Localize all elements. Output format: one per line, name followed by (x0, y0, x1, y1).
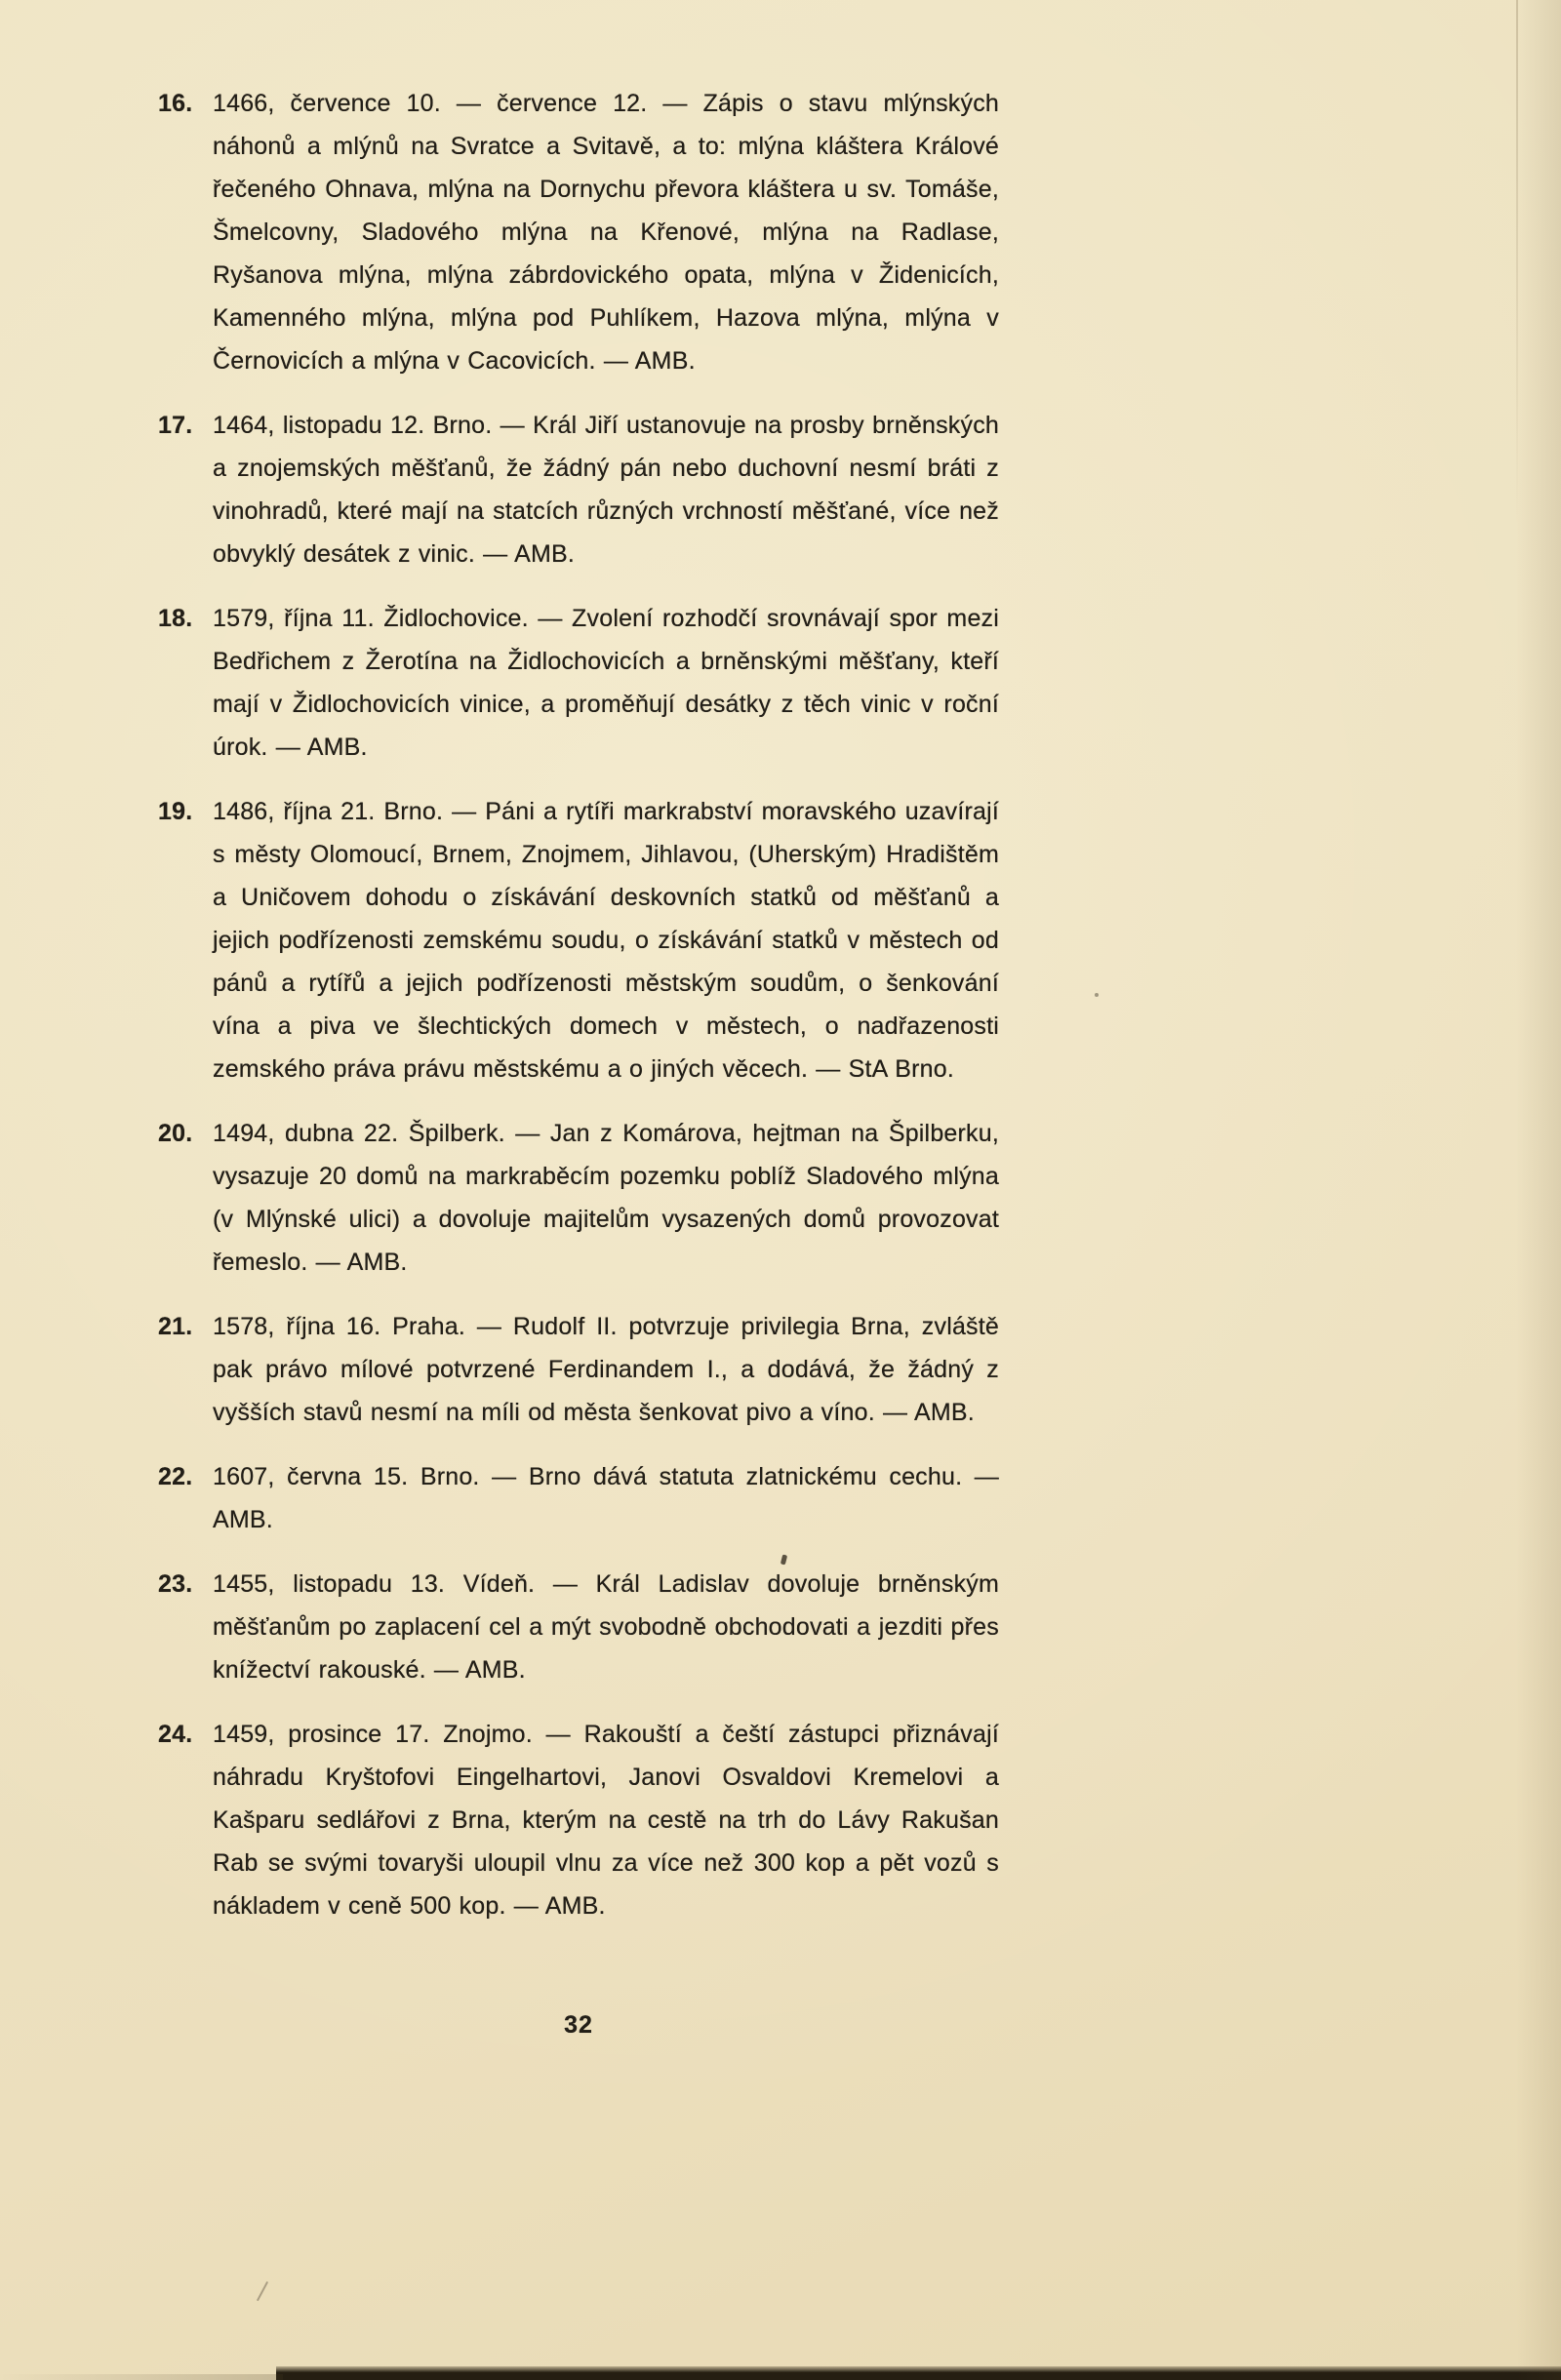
entry (158, 1305, 999, 1434)
entry-number: 18. (158, 605, 193, 632)
entry (158, 1713, 999, 1927)
entry-text: 1579, října 11. Židlochovice. — Zvolení rozhodčí srovnávají spor mezi Bedřichem z Žerotína na Židlochovicích a brněnskými měšťany, kteří mají v Židlochovicích vinice, a proměňují desátky z těch vinic v roční úrok. — AMB. (213, 605, 999, 761)
entry-list (158, 82, 999, 1949)
scan-crease (1516, 0, 1518, 527)
entry-text: 1578, října 16. Praha. — Rudolf II. potvrzuje privilegia Brna, zvláště pak právo mílové potvrzené Ferdinandem I., a dodává, že žádný z vyšších stavů nesmí na míli od města šenkovat pivo a víno. — AMB. (213, 1313, 999, 1426)
entry (158, 790, 999, 1091)
entry-number: 21. (158, 1313, 193, 1340)
entry-number: 20. (158, 1120, 193, 1147)
entry (158, 82, 999, 382)
entry (158, 597, 999, 769)
entry (158, 404, 999, 575)
entry-text: 1455, listopadu 13. Vídeň. — Král Ladislav dovoluje brněnským měšťanům po zaplacení cel a mýt svobodně obchodovati a jezditi přes knížectví rakouské. — AMB. (213, 1570, 999, 1684)
scan-edge-bottom-left (0, 2374, 283, 2380)
entry (158, 1112, 999, 1284)
entry (158, 1563, 999, 1691)
entry-number: 22. (158, 1463, 193, 1490)
entry-text: 1494, dubna 22. Špilberk. — Jan z Komárova, hejtman na Špilberku, vysazuje 20 domů na markraběcím pozemku poblíž Sladového mlýna (v Mlýnské ulici) a dovoluje majitelům vysazených domů provozovat řemeslo. — AMB. (213, 1120, 999, 1276)
entry-number: 23. (158, 1570, 193, 1598)
entry-text: 1464, listopadu 12. Brno. — Král Jiří ustanovuje na prosby brněnských a znojemských měšťanů, že žádný pán nebo duchovní nesmí bráti z vinohradů, které mají na statcích různých vrchností měšťané, více než obvyklý desátek z vinic. — AMB. (213, 412, 999, 568)
entry-text: 1466, července 10. — července 12. — Zápis o stavu mlýnských náhonů a mlýnů na Svratce a Svitavě, a to: mlýna kláštera Králové řečeného Ohnava, mlýna na Dornychu převora kláštera u sv. Tomáše, Šmelcovny, Sladového mlýna na Křenové, mlýna na Radlase, Ryšanova mlýna, mlýna zábrdovického opata, mlýna v Židenicích, Kamenného mlýna, mlýna pod Puhlíkem, Hazova mlýna, mlýna v Černovicích a mlýna v Cacovicích. — AMB. (213, 90, 999, 375)
entry-text: 1486, října 21. Brno. — Páni a rytíři markrabství moravského uzavírají s městy Olomoucí, Brnem, Znojmem, Jihlavou, (Uherským) Hradištěm a Uničovem dohodu o získávání deskovních statků od měšťanů a jejich podřízenosti zemskému soudu, o získávání statků v městech od pánů a rytířů a jejich podřízenosti městským soudům, o šenkování vína a piva ve šlechtických domech v městech, o nadřazenosti zemského práva právu městskému a o jiných věcech. — StA Brno. (213, 798, 999, 1083)
entry-number: 24. (158, 1721, 193, 1748)
scan-edge-bottom (276, 2366, 1561, 2380)
entry (158, 1455, 999, 1541)
scan-speck (1095, 993, 1099, 997)
entry-number: 16. (158, 90, 193, 117)
page-number: 32 (564, 2011, 593, 2039)
entry-number: 19. (158, 798, 193, 825)
scan-page-edge-right (1516, 0, 1561, 2380)
entry-text: 1459, prosince 17. Znojmo. — Rakouští a čeští zástupci přiznávají náhradu Kryštofovi Eingelhartovi, Janovi Osvaldovi Kremelovi a Kašparu sedlářovi z Brna, kterým na cestě na trh do Lávy Rakušan Rab se svými tovaryši uloupil vlnu za více než 300 kop a pět vozů s nákladem v ceně 500 kop. — AMB. (213, 1721, 999, 1920)
entry-number: 17. (158, 412, 193, 439)
scan-speck (257, 2281, 268, 2301)
entry-text: 1607, června 15. Brno. — Brno dává statuta zlatnickému cechu. — AMB. (213, 1463, 999, 1533)
